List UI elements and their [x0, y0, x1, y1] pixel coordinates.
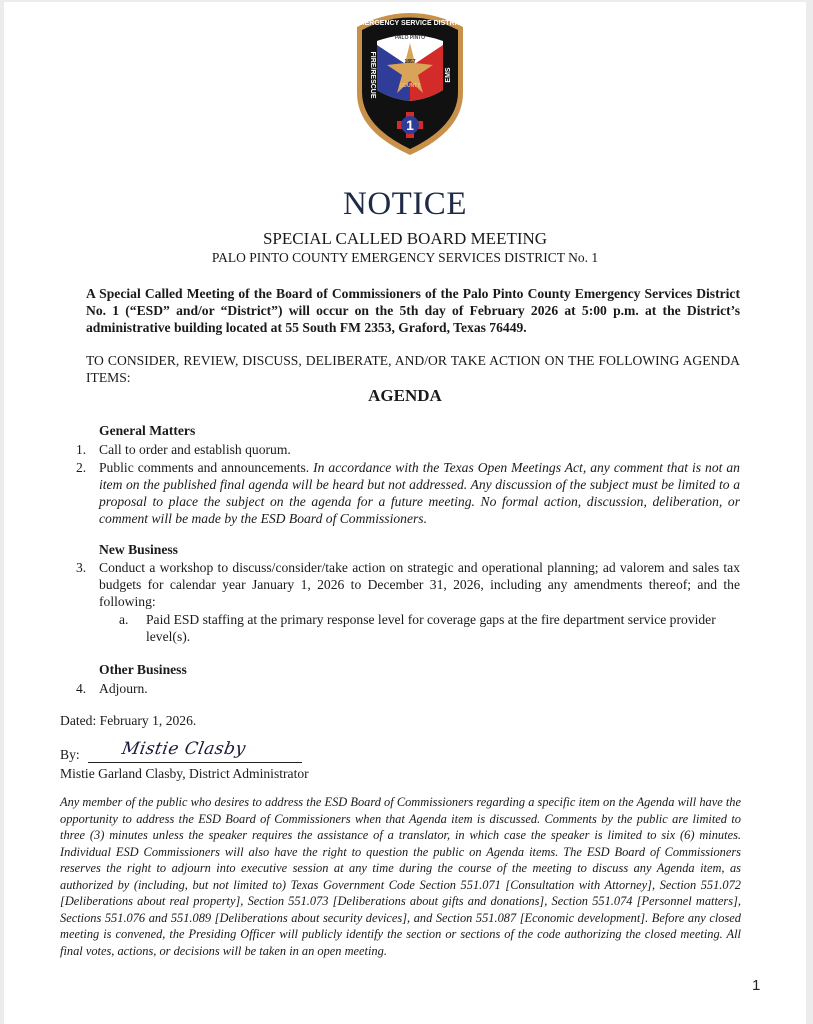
page-number: 1: [752, 977, 761, 994]
dated-line: Dated: February 1, 2026.: [60, 713, 197, 728]
item-text: Conduct a workshop to discuss/consider/take action on strategic and operational planning; ad valorem and sales tax budgets for calendar year January 1, 2026 to December 31, 2026, including any amendments thereof; and the following:: [99, 560, 740, 609]
esd-patch-logo-icon: [349, 5, 471, 157]
item-number: 2.: [76, 460, 87, 475]
item-number: 3.: [76, 560, 87, 575]
meeting-announcement: A Special Called Meeting of the Board of Commissioners of the Palo Pinto County Emergency Services District No. 1 (“ESD” and/or “District”) will occur on the 5th day of February 2026 at 5:00 p.m. at the District’s administrative building located at 55 South FM 2353, Graford, Texas 76449.: [86, 286, 740, 335]
signer-name: Mistie Garland Clasby, District Administrator: [60, 766, 309, 781]
section-heading-new-business: New Business: [99, 542, 178, 557]
agenda-item-3: [76, 559, 740, 610]
svg-text:EMERGENCY SERVICE DISTRICT: EMERGENCY SERVICE DISTRICT: [354, 20, 466, 27]
subitem-text: Paid ESD staffing at the primary response level for coverage gaps at the fire department service provider level(s).: [146, 612, 716, 644]
subitem-letter: a.: [119, 612, 129, 627]
handwritten-signature: Mistie Clasby: [120, 739, 248, 759]
svg-text:PALO PINTO: PALO PINTO: [394, 35, 426, 41]
agenda-heading: AGENDA: [368, 386, 442, 405]
signature-line: [88, 762, 302, 763]
meeting-type: SPECIAL CALLED BOARD MEETING: [262, 229, 548, 248]
svg-text:1857: 1857: [404, 59, 416, 65]
svg-text:EMS: EMS: [445, 67, 452, 83]
item-text: Call to order and establish quorum.: [99, 442, 291, 457]
section-heading-general-matters: General Matters: [99, 423, 196, 438]
agenda-item-1: [76, 441, 740, 458]
item-note: In accordance with the Texas Open Meetings Act, any comment that is not an item on the published final agenda will be heard but not addressed. Any discussion of the subject must be limited to a proposal to place the subject on the agenda for a future meeting. No formal action, discussion, deliberation, or comment will be made by the ESD Board of Commissioners.: [99, 460, 740, 526]
item-text: Adjourn.: [99, 681, 148, 696]
agenda-item-4: [76, 680, 740, 697]
public-comment-notice: Any member of the public who desires to address the ESD Board of Commissioners regarding a specific item on the Agenda will have the opportunity to address the ESD Board of Commissioners when that Agenda item is discussed. Comments by the public are limited to three (3) minutes unless the speaker requires the assistance of a translator, in which case the speaker is limited to six (6) minutes. Individual ESD Commissioners will also have the right to question the public on Agenda items. The ESD Board of Commissioners reserves the right to adjourn into executive session at any time during the course of the meeting to discuss any Agenda item, as authorized by (including, but not limited to) Texas Government Code Section 551.071 [Consultation with Attorney], Section 551.072 [Deliberations about real property], Section 551.073 [Deliberations about gifts and donations], Section 551.074 [Personnel matters], Sections 551.076 and 551.089 [Deliberations about security devices], and Section 551.087 [Economic development]. Before any closed meeting is convened, the Presiding Officer will publicly identify the section or sections of the code authorizing the closed meeting. All final votes, actions, or decisions will be taken in an open meeting.: [60, 795, 741, 958]
agenda-subitem-3a: [119, 611, 740, 645]
item-text: Public comments and announcements.: [99, 460, 310, 475]
svg-text:COUNTY: COUNTY: [399, 83, 421, 89]
item-number: 4.: [76, 681, 87, 696]
agenda-item-2: [76, 459, 740, 527]
svg-text:FIRE/RESCUE: FIRE/RESCUE: [369, 51, 376, 99]
svg-text:1: 1: [406, 117, 414, 133]
section-heading-other-business: Other Business: [99, 662, 187, 677]
consider-statement: TO CONSIDER, REVIEW, DISCUSS, DELIBERATE, AND/OR TAKE ACTION ON THE FOLLOWING AGENDA ITEMS:: [86, 353, 740, 385]
document-page: [4, 2, 806, 1024]
by-label: By:: [60, 747, 80, 762]
page-title: NOTICE: [343, 186, 467, 222]
item-number: 1.: [76, 442, 87, 457]
organization-name: PALO PINTO COUNTY EMERGENCY SERVICES DISTRICT No. 1: [211, 250, 599, 265]
